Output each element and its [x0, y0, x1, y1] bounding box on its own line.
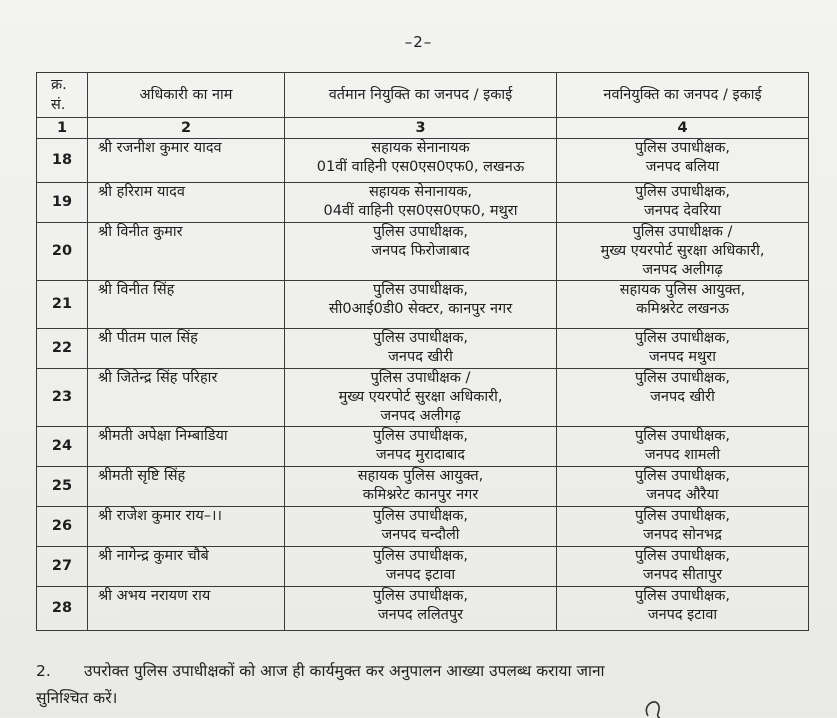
header-row	[37, 73, 809, 118]
header-current-posting: वर्तमान नियुक्ति का जनपद / इकाई	[285, 73, 557, 118]
table-row	[37, 547, 809, 587]
current-posting	[285, 467, 557, 507]
current-posting	[285, 281, 557, 329]
officer-name: श्री विनीत कुमार	[88, 223, 285, 281]
serial-number: 26	[37, 507, 88, 547]
page-number: –2–	[404, 33, 433, 51]
posting-line: पुलिस उपाधीक्षक,	[635, 370, 730, 386]
posting-line: जनपद इटावा	[647, 607, 718, 623]
serial-number: 18	[37, 139, 88, 183]
table-row	[37, 369, 809, 427]
posting-line: पुलिस उपाधीक्षक,	[635, 330, 730, 346]
posting-line: जनपद खीरी	[388, 349, 453, 365]
posting-line: पुलिस उपाधीक्षक,	[635, 468, 730, 484]
table-row	[37, 329, 809, 369]
paragraph-line: सुनिश्चित करें।	[36, 689, 118, 707]
serial-number: 20	[37, 223, 88, 281]
column-number-row	[37, 118, 809, 139]
new-posting	[557, 281, 809, 329]
posting-line: पुलिस उपाधीक्षक,	[373, 588, 468, 604]
serial-number: 25	[37, 467, 88, 507]
table-row	[37, 183, 809, 223]
current-posting	[285, 427, 557, 467]
posting-line: 04वीं वाहिनी एस0एस0एफ0, मथुरा	[323, 203, 518, 219]
posting-line: कमिश्नरेट लखनऊ	[636, 301, 729, 317]
posting-line: जनपद चन्दौली	[381, 527, 460, 543]
current-posting	[285, 139, 557, 183]
table-row	[37, 427, 809, 467]
posting-line: जनपद बलिया	[645, 159, 720, 175]
header-officer-name: अधिकारी का नाम	[88, 73, 285, 118]
column-number: 3	[285, 118, 557, 139]
posting-line: पुलिस उपाधीक्षक,	[373, 428, 468, 444]
instruction-paragraph	[36, 658, 808, 712]
transfer-table	[36, 72, 809, 631]
officer-name: श्री रजनीश कुमार यादव	[88, 139, 285, 183]
new-posting	[557, 369, 809, 427]
new-posting	[557, 183, 809, 223]
posting-line: जनपद फिरोजाबाद	[371, 243, 470, 259]
posting-line: पुलिस उपाधीक्षक /	[370, 370, 471, 386]
current-posting	[285, 587, 557, 631]
new-posting	[557, 547, 809, 587]
table-row	[37, 507, 809, 547]
posting-line: जनपद मथुरा	[649, 349, 716, 365]
current-posting	[285, 223, 557, 281]
posting-line: जनपद अलीगढ़	[642, 262, 723, 278]
posting-line: मुख्य एयरपोर्ट सुरक्षा अधिकारी,	[338, 389, 503, 405]
posting-line: पुलिस उपाधीक्षक,	[373, 548, 468, 564]
posting-line: सी0आई0डी0 सेक्टर, कानपुर नगर	[328, 301, 513, 317]
posting-line: सहायक पुलिस आयुक्त,	[357, 468, 484, 484]
posting-line: जनपद सोनभद्र	[643, 527, 722, 543]
new-posting	[557, 139, 809, 183]
posting-line: पुलिस उपाधीक्षक,	[373, 508, 468, 524]
posting-line: मुख्य एयरपोर्ट सुरक्षा अधिकारी,	[600, 243, 765, 259]
posting-line: जनपद खीरी	[650, 389, 715, 405]
serial-number: 27	[37, 547, 88, 587]
table-row	[37, 281, 809, 329]
table-row	[37, 139, 809, 183]
posting-line: पुलिस उपाधीक्षक,	[635, 184, 730, 200]
new-posting	[557, 427, 809, 467]
header-serial-number: क्र. सं.	[37, 73, 88, 118]
current-posting	[285, 369, 557, 427]
serial-number: 28	[37, 587, 88, 631]
officer-name: श्री अभय नरायण राय	[88, 587, 285, 631]
posting-line: पुलिस उपाधीक्षक,	[373, 330, 468, 346]
posting-line: पुलिस उपाधीक्षक,	[635, 508, 730, 524]
new-posting	[557, 587, 809, 631]
officer-name: श्री विनीत सिंह	[88, 281, 285, 329]
posting-line: सहायक पुलिस आयुक्त,	[619, 282, 746, 298]
posting-line: 01वीं वाहिनी एस0एस0एफ0, लखनऊ	[316, 159, 525, 175]
posting-line: पुलिस उपाधीक्षक,	[635, 548, 730, 564]
column-number: 1	[37, 118, 88, 139]
posting-line: जनपद इटावा	[385, 567, 456, 583]
officer-name: श्री पीतम पाल सिंह	[88, 329, 285, 369]
table-row	[37, 223, 809, 281]
column-number: 4	[557, 118, 809, 139]
posting-line: पुलिस उपाधीक्षक,	[635, 588, 730, 604]
new-posting	[557, 467, 809, 507]
posting-line: पुलिस उपाधीक्षक,	[635, 428, 730, 444]
paragraph-number: 2.	[36, 662, 51, 680]
posting-line: जनपद औरैया	[646, 487, 719, 503]
serial-number: 23	[37, 369, 88, 427]
officer-name: श्री नागेन्द्र कुमार चौबे	[88, 547, 285, 587]
current-posting	[285, 329, 557, 369]
serial-number: 21	[37, 281, 88, 329]
serial-number: 19	[37, 183, 88, 223]
table-row	[37, 467, 809, 507]
serial-number: 24	[37, 427, 88, 467]
table-row	[37, 587, 809, 631]
officer-name: श्रीमती सृष्टि सिंह	[88, 467, 285, 507]
current-posting	[285, 507, 557, 547]
posting-line: जनपद सीतापुर	[642, 567, 723, 583]
posting-line: जनपद देवरिया	[644, 203, 721, 219]
posting-line: पुलिस उपाधीक्षक,	[635, 140, 730, 156]
new-posting	[557, 223, 809, 281]
header-new-posting: नवनियुक्ति का जनपद / इकाई	[557, 73, 809, 118]
officer-name: श्री राजेश कुमार राय–।।	[88, 507, 285, 547]
paragraph-line: उपरोक्त पुलिस उपाधीक्षकों को आज ही कार्यमुक्त कर अनुपालन आख्या उपलब्ध कराया जाना	[84, 662, 605, 680]
officer-name: श्री जितेन्द्र सिंह परिहार	[88, 369, 285, 427]
current-posting	[285, 183, 557, 223]
posting-line: पुलिस उपाधीक्षक,	[373, 282, 468, 298]
new-posting	[557, 329, 809, 369]
posting-line: जनपद ललितपुर	[377, 607, 464, 623]
column-number: 2	[88, 118, 285, 139]
posting-line: जनपद अलीगढ़	[380, 408, 461, 424]
posting-line: पुलिस उपाधीक्षक,	[373, 224, 468, 240]
officer-name: श्रीमती अपेक्षा निम्बाडिया	[88, 427, 285, 467]
posting-line: कमिश्नरेट कानपुर नगर	[362, 487, 479, 503]
posting-line: सहायक सेनानायक,	[369, 184, 472, 200]
new-posting	[557, 507, 809, 547]
posting-line: जनपद मुरादाबाद	[376, 447, 465, 463]
serial-number: 22	[37, 329, 88, 369]
officer-name: श्री हरिराम यादव	[88, 183, 285, 223]
current-posting	[285, 547, 557, 587]
posting-line: जनपद शामली	[644, 447, 721, 463]
posting-line: पुलिस उपाधीक्षक /	[632, 224, 733, 240]
posting-line: सहायक सेनानायक	[371, 140, 470, 156]
